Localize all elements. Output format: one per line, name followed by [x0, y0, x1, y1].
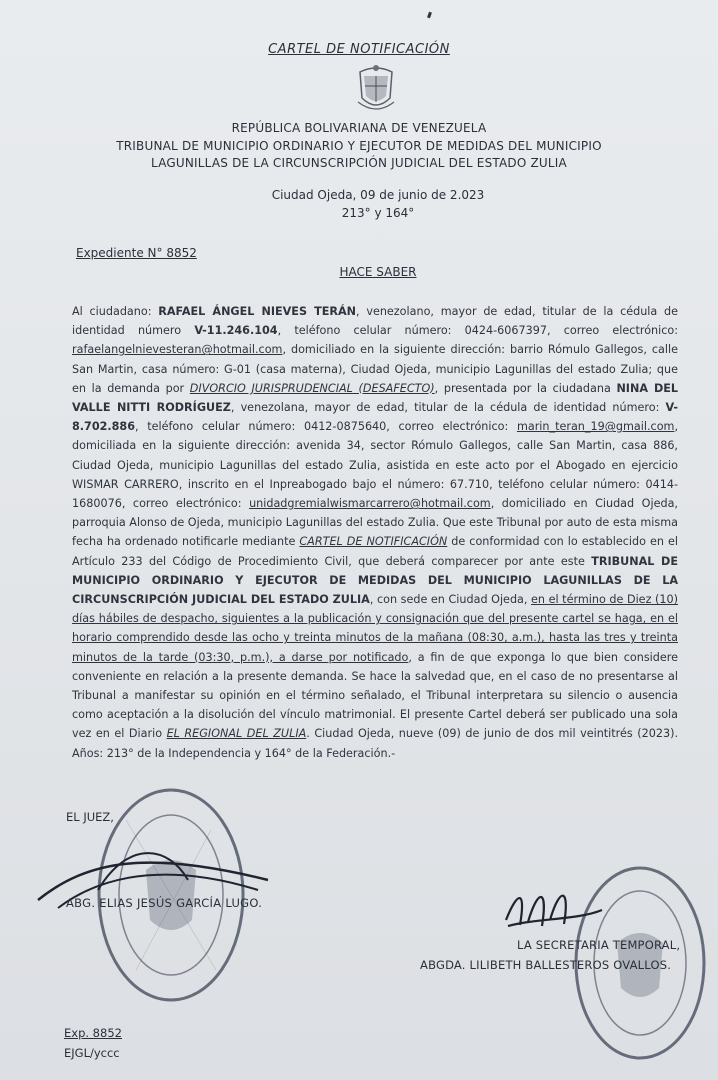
- secretary-name: ABGDA. LILIBETH BALLESTEROS OVALLOS.: [420, 958, 672, 972]
- judge-label: EL JUEZ,: [66, 810, 114, 824]
- document-title: CARTEL DE NOTIFICACIÓN: [268, 42, 450, 57]
- defendant-id: V-11.246.104: [194, 324, 278, 338]
- defendant-email: rafaelangelnievesteran@hotmail.com: [72, 343, 283, 357]
- court-name: TRIBUNAL DE MUNICIPIO ORDINARIO Y EJECUTOR DE MEDIDAS DEL MUNICIPIO LAGUNILLAS DE LA CIRCUNSCRIPCIÓN JUDICIAL DEL ESTADO ZULIA: [72, 554, 678, 607]
- secretary-label: LA SECRETARIA TEMPORAL,: [517, 938, 681, 952]
- notice-body: [72, 302, 678, 763]
- header-line-3: LAGUNILLAS DE LA CIRCUNSCRIPCIÓN JUDICIAL DEL ESTADO ZULIA: [151, 156, 567, 170]
- header-line-1: REPÚBLICA BOLIVARIANA DE VENEZUELA: [231, 121, 487, 135]
- date-block: [0, 186, 718, 222]
- deadline-clause: en el término de Diez (10) días hábiles de despacho, siguientes a la publicación y consignación que del presente cartel se haga, en el horario comprendido desde las ocho y treinta minutos de la mañana (08:30, a.m.), hasta las tres y treinta minutos de la tarde (03:30, p.m.), a darse por notificado: [72, 593, 678, 664]
- notice-type: CARTEL DE NOTIFICACIÓN: [299, 535, 448, 549]
- court-header: [0, 120, 718, 173]
- body-text: . Ciudad Ojeda, nueve (09) de junio de dos mil veintitrés (2023). Años: 213° de la Independencia y 164° de la Federación.-: [72, 727, 679, 760]
- case-type: DIVORCIO JURISPRUDENCIAL (DESAFECTO): [189, 381, 435, 395]
- body-text: , domiciliada en la siguiente dirección: avenida 34, sector Rómulo Gallegos, calle San Martin, casa 886, Ciudad Ojeda, municipio Lagunillas del estado Zulia, asistida en este acto por el Abogado en ejercicio WISMAR CARRERO, inscrito en el Inpreabogado bajo el número: 67.710, teléfono celular número: 0414-1680076, correo electrónico:: [72, 420, 678, 511]
- secretary-signature: [498, 880, 608, 940]
- years-line: 213° y 164°: [341, 206, 415, 220]
- plaintiff-id: V-8.702.886: [72, 401, 678, 434]
- plaintiff-email: marin_teran_19@gmail.com: [516, 420, 675, 434]
- date-line: Ciudad Ojeda, 09 de junio de 2.023: [271, 188, 485, 202]
- judge-name: ABG. ELIAS JESÚS GARCÍA LUGO.: [66, 896, 263, 910]
- body-text: , venezolano, mayor de edad, titular de la cédula de identidad número: [72, 305, 679, 338]
- hace-saber-heading: HACE SABER: [339, 265, 417, 279]
- coat-of-arms-icon: [354, 62, 398, 116]
- body-text: , domiciliado en la siguiente dirección: barrio Rómulo Gallegos, calle San Martin, casa número: G-01 (casa materna), Ciudad Ojeda, municipio Lagunillas del estado Zulia; que en la demanda por: [72, 343, 678, 395]
- body-text: Al ciudadano:: [72, 305, 159, 318]
- defendant-name: RAFAEL ÁNGEL NIEVES TERÁN: [158, 305, 357, 318]
- expediente-number: Expediente N° 8852: [76, 246, 197, 260]
- body-text: , a fin de que exponga lo que bien considere conveniente en relación a la presente demanda. Se hace la salvedad que, en el caso de no presentarse al Tribunal a manifestar su opinión en el término señalado, el Tribunal interpretara su silencio o ausencia como aceptación a la disolución del vínculo matrimonial. El presente Cartel deberá ser publicado una sola vez en el Diario: [72, 650, 678, 741]
- header-line-2: TRIBUNAL DE MUNICIPIO ORDINARIO Y EJECUTOR DE MEDIDAS DEL MUNICIPIO: [116, 138, 602, 153]
- body-text: , venezolana, mayor de edad, titular de la cédula de identidad número:: [230, 401, 666, 415]
- body-text: , con sede en Ciudad Ojeda,: [369, 593, 532, 607]
- newspaper-name: EL REGIONAL DEL ZULIA: [166, 727, 307, 741]
- body-text: , presentada por la ciudadana: [434, 381, 617, 395]
- body-text: , domiciliado en Ciudad Ojeda, parroquia Alonso de Ojeda, municipio Lagunillas del estado Zulia. Que este Tribunal por auto de esta misma fecha ha ordenado notificarle mediante: [72, 497, 678, 549]
- footer-initials: EJGL/yccc: [64, 1046, 120, 1060]
- footer-expediente: Exp. 8852: [64, 1026, 122, 1040]
- body-text: , teléfono celular número: 0424-6067397, correo electrónico:: [277, 324, 678, 338]
- body-text: de conformidad con lo establecido en el Artículo 233 del Código de Procedimiento Civil, que deberá comparecer por ante este: [72, 535, 678, 568]
- body-text: , teléfono celular número: 0412-0875640, correo electrónico:: [135, 420, 517, 434]
- lawyer-email: unidadgremialwismarcarrero@hotmail.com: [249, 497, 491, 511]
- plaintiff-name: NINA DEL VALLE NITTI RODRÍGUEZ: [72, 381, 679, 415]
- ink-speck: [427, 12, 432, 19]
